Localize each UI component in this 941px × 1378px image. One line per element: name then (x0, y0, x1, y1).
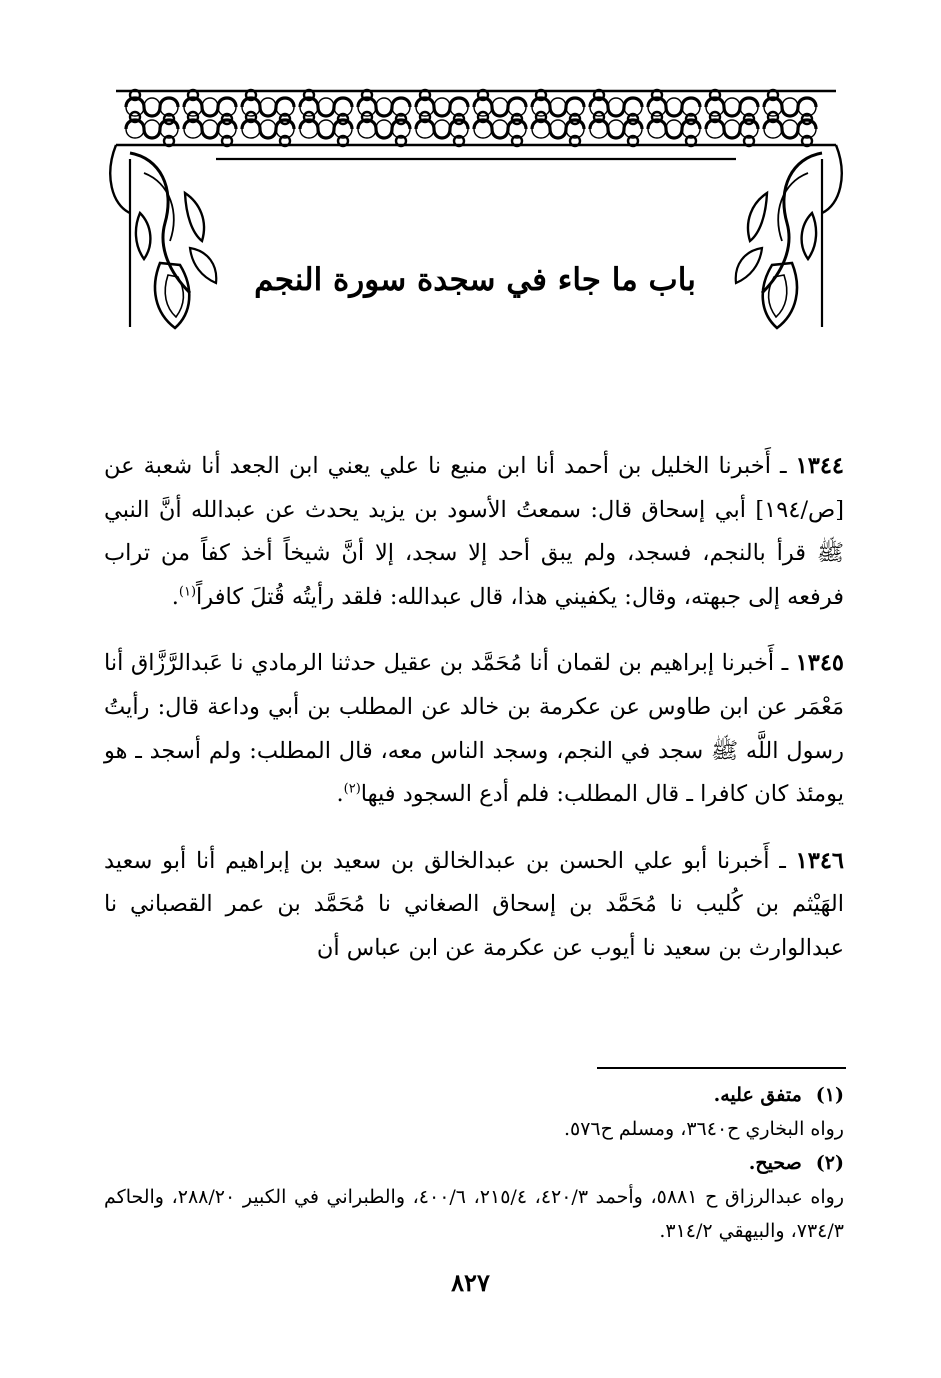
page-number: ٨٢٧ (451, 1268, 490, 1297)
hadith-text: ـ أَخبرنا إبراهيم بن لقمان أنا مُحَمَّد بن عقيل حدثنا الرمادي نا عَبدالرَّزَّاق أنا مَعْمَر عن ابن طاوس عن عكرمة بن خالد عن المطلب بن أبي وداعة قال: رأيتُ رسول اللَّه ﷺ سجد في النجم، وسجد الناس معه، قال المطلب: ولم أسجد ـ هو يومئذ كان كافرا ـ قال المطلب: فلم أدع السجود فيها (104, 650, 844, 808)
footnote-1 (104, 1078, 844, 1146)
hadith-1344 (104, 445, 844, 619)
sentence-end: . (336, 781, 344, 808)
hadith-number: ١٣٤٥ (795, 650, 844, 677)
footnote-2 (104, 1146, 844, 1248)
hadith-1345 (104, 642, 844, 816)
footnote-grade: متفق عليه. (713, 1084, 802, 1106)
footnote-marker[interactable]: (١) (178, 584, 197, 600)
footnote-marker[interactable]: (٢) (343, 781, 361, 797)
body-text (104, 445, 844, 994)
footnote-text: رواه البخاري ح٣٦٤٠، ومسلم ح٥٧٦. (563, 1118, 844, 1140)
hadith-number: ١٣٤٤ (795, 453, 844, 479)
footnote-ref: (١) (815, 1084, 844, 1106)
footnote-text: رواه عبدالرزاق ح ٥٨٨١، وأحمد ٤٢٠/٣، ٢١٥/٤، ٤٠٠/٦، والطبراني في الكبير ٢٨٨/٢٠، والحاكم ٧٣٤/٣، والبيهقي ٣١٤/٢. (104, 1186, 845, 1242)
hadith-text: ـ أَخبرنا الخليل بن أحمد أنا ابن منيع نا علي يعني ابن الجعد أنا شعبة عن [ص/١٩٤] أبي إسحاق قال: سمعتُ الأسود بن يزيد يحدث عن عبدالله أنَّ النبي ﷺ قرأ بالنجم، فسجد، ولم يبق أحد إلا سجد، إلا أنَّ شيخاً أخذ كفاً من تراب فرفعه إلى جبهته، وقال: يكفيني هذا، قال عبدالله: فلقد رأيتُه قُتلَ كافراً (104, 453, 844, 610)
sentence-end: . (171, 583, 179, 610)
chapter-title: باب ما جاء في سجدة سورة النجم (254, 262, 696, 298)
hadith-text: ـ أَخبرنا أبو علي الحسن بن عبدالخالق بن سعيد بن إبراهيم أنا أبو سعيد الهَيْثم بن كُليب نا مُحَمَّد بن إسحاق الصغاني نا مُحَمَّد بن عمر القصباني نا عبدالوارث بن سعيد نا أيوب عن عكرمة عن ابن عباس أن (104, 847, 844, 961)
footnote-grade: صحيح. (748, 1152, 802, 1174)
hadith-1346 (104, 840, 844, 971)
hadith-number: ١٣٤٦ (795, 847, 844, 874)
footnote-ref: (٢) (815, 1152, 844, 1174)
footnote-separator (597, 1067, 846, 1069)
footnotes (104, 1078, 844, 1248)
